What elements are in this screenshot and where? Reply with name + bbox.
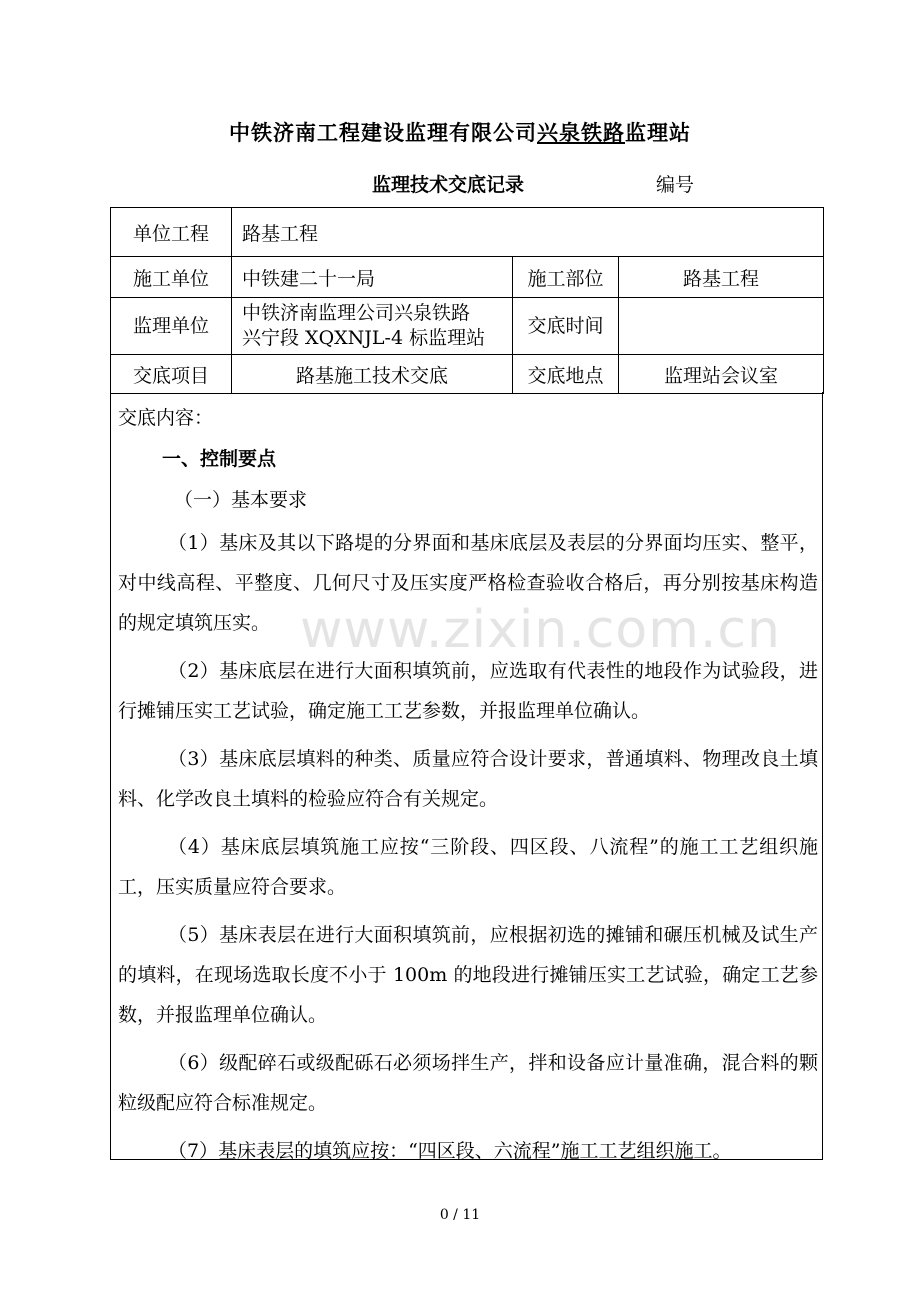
section-heading: 一、控制要点 [162, 448, 277, 470]
supervision-unit-value [232, 298, 513, 355]
construction-part-value: 路基工程 [619, 257, 824, 298]
title-station: 监理站 [625, 120, 691, 145]
supervision-unit-line1: 中铁济南监理公司兴泉铁路 [242, 302, 471, 324]
table-row [111, 208, 824, 257]
record-subtitle: 监理技术交底记录 [372, 174, 525, 196]
content-paragraph: （2）基床底层在进行大面积填筑前，应选取有代表性的地段作为试验段，进行摊铺压实工艺试验，确定施工工艺参数，并报监理单位确认。 [118, 660, 818, 722]
content-paragraph: （4）基床底层填筑施工应按“三阶段、四区段、八流程”的施工工艺组织施工，压实质量应符合要求。 [118, 836, 818, 898]
table-row [111, 355, 824, 394]
document-title [0, 117, 920, 147]
construction-unit-value: 中铁建二十一局 [232, 257, 513, 298]
table-row [111, 257, 824, 298]
content-paragraph: （5）基床表层在进行大面积填筑前，应根据初选的摊铺和碾压机械及试生产的填料，在现场选取长度不小于 100m 的地段进行摊铺压实工艺试验，确定工艺参数，并报监理单位确认。 [118, 924, 818, 1026]
handover-item-value: 路基施工技术交底 [232, 355, 513, 394]
supervision-unit-label: 监理单位 [111, 298, 232, 355]
handover-item-label: 交底项目 [111, 355, 232, 394]
handover-place-label: 交底地点 [513, 355, 619, 394]
content-paragraph: （6）级配碎石或级配砾石必须场拌生产，拌和设备应计量准确，混合料的颗粒级配应符合标准规定。 [118, 1052, 818, 1114]
content-paragraph: （3）基床底层填料的种类、质量应符合设计要求，普通填料、物理改良土填料、化学改良土填料的检验应符合有关规定。 [118, 748, 818, 810]
subsection-heading: （一）基本要求 [174, 489, 308, 511]
page-indicator: 0 / 11 [439, 1207, 481, 1223]
handover-place-value: 监理站会议室 [619, 355, 824, 394]
handover-time-label: 交底时间 [513, 298, 619, 355]
handover-content [118, 403, 818, 1171]
supervision-unit-line2: 兴宁段 XQXNJL-4 标监理站 [242, 327, 486, 349]
unit-project-value: 路基工程 [232, 208, 824, 257]
title-railway: 兴泉铁路 [537, 120, 625, 145]
content-paragraph: （7）基床表层的填筑应按：“四区段、六流程”施工工艺组织施工。 [168, 1140, 732, 1162]
title-company: 中铁济南工程建设监理有限公司 [229, 120, 537, 145]
handover-time-value [619, 298, 824, 355]
construction-unit-label: 施工单位 [111, 257, 232, 298]
serial-number-label: 编号 [656, 174, 695, 196]
unit-project-label: 单位工程 [111, 208, 232, 257]
watermark: www.zixin.com.cn [300, 600, 781, 660]
construction-part-label: 施工部位 [513, 257, 619, 298]
info-table [110, 207, 824, 394]
content-intro: 交底内容： [118, 407, 214, 429]
content-paragraph: （1）基床及其以下路堤的分界面和基床底层及表层的分界面均压实、整平，对中线高程、平整度、几何尺寸及压实度严格检查验收合格后，再分别按基床构造的规定填筑压实。 [118, 532, 818, 634]
table-row [111, 298, 824, 355]
